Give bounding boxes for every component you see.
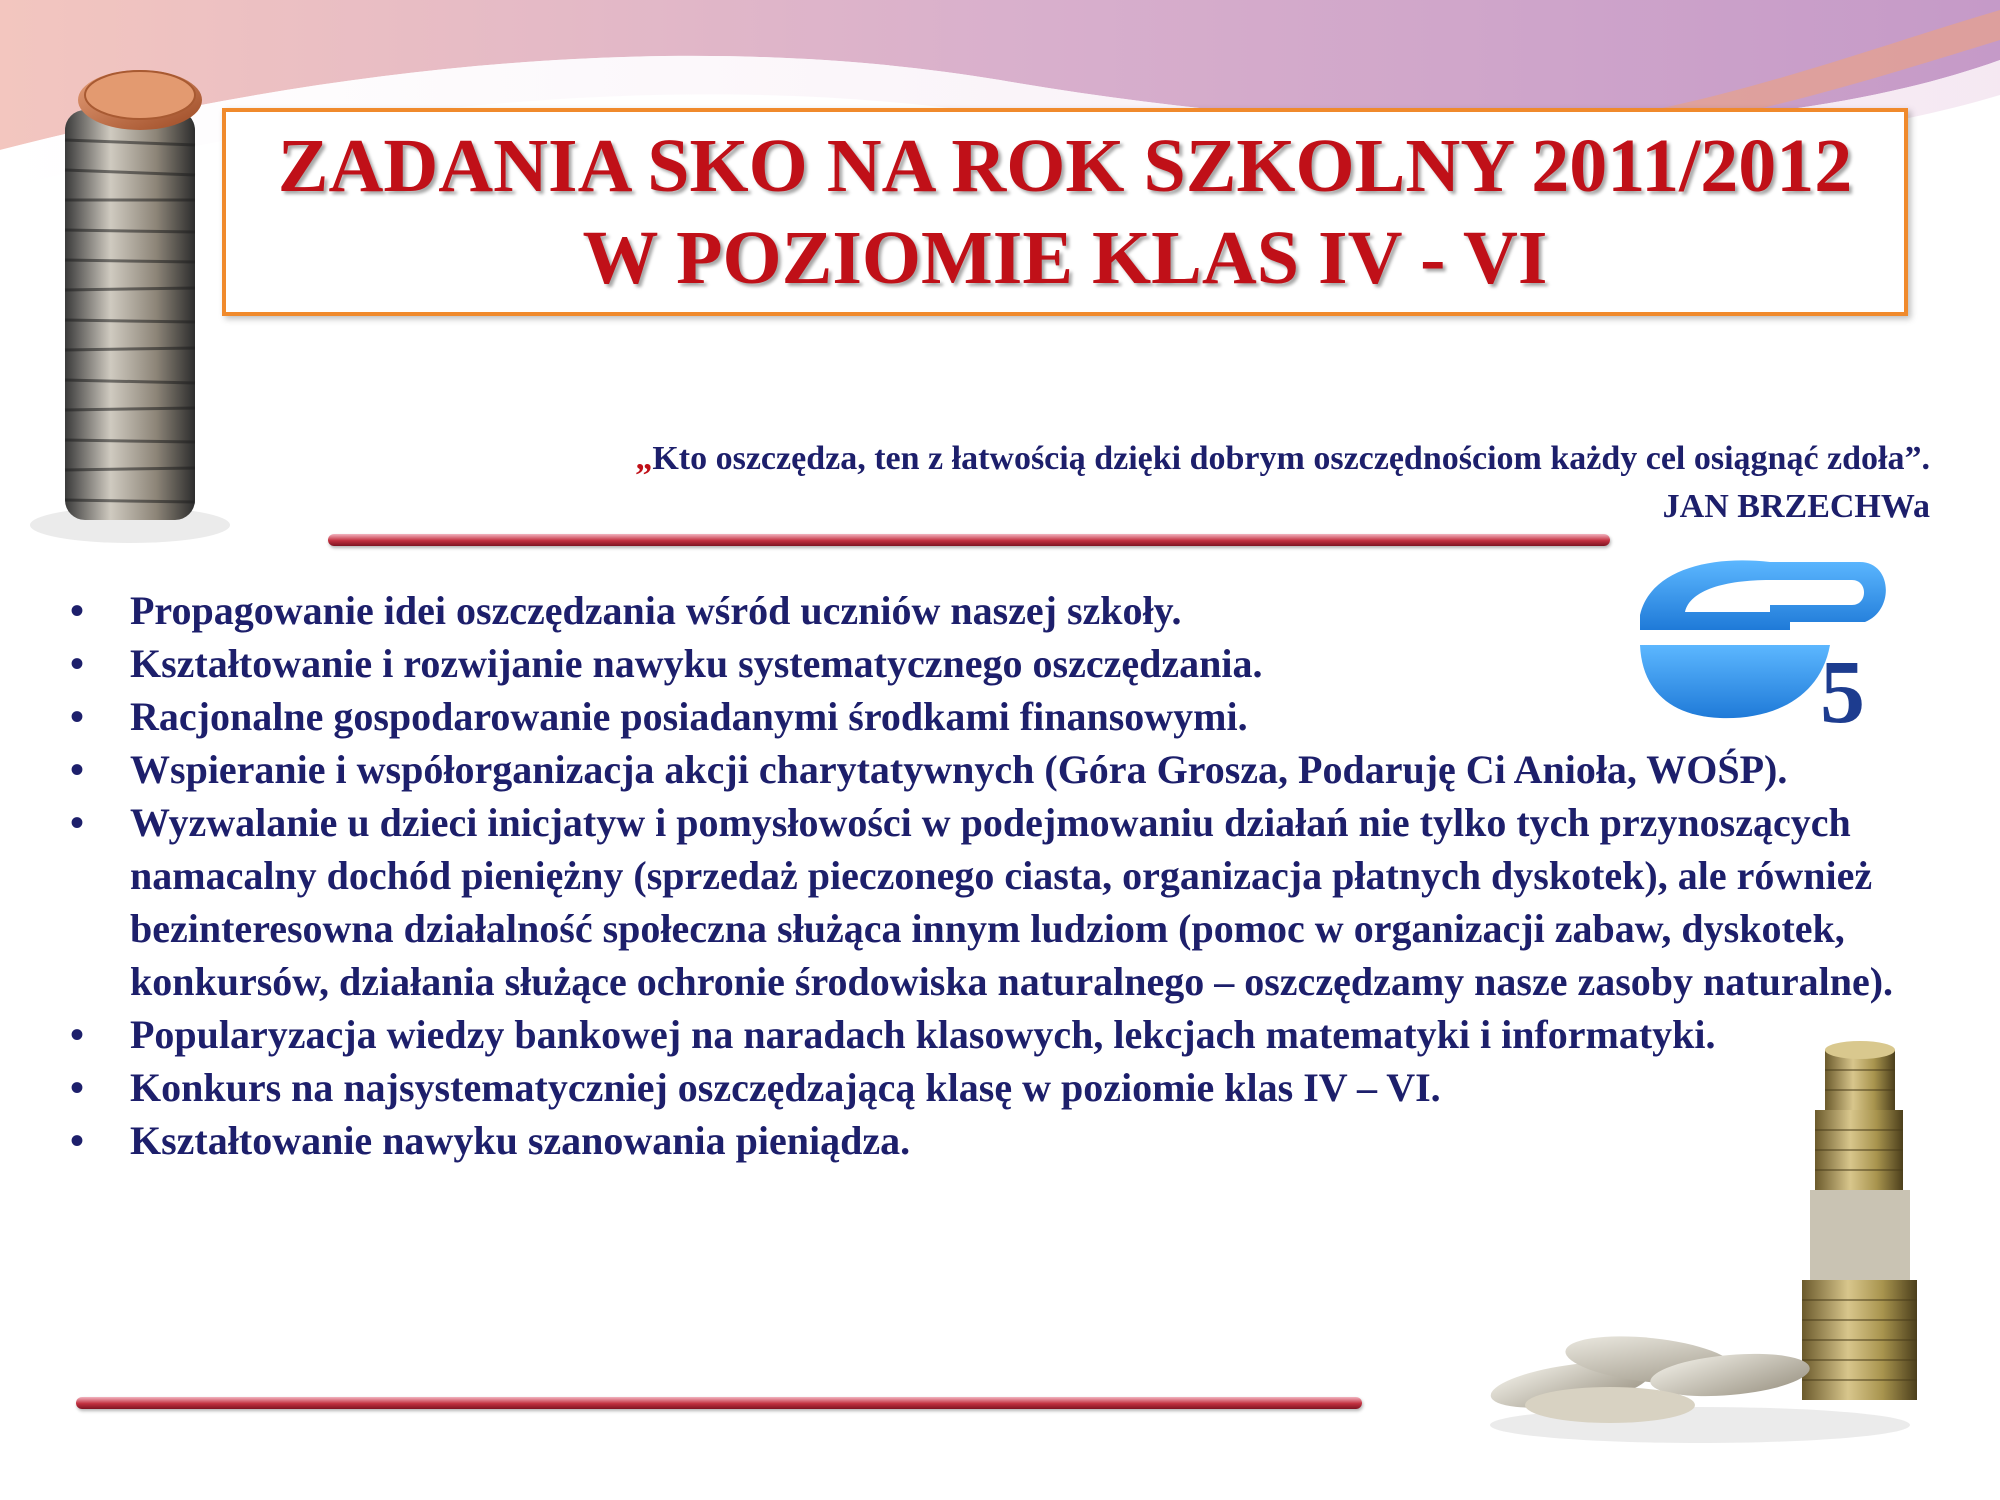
divider-top	[328, 534, 1610, 546]
list-item	[60, 690, 1920, 743]
quote-author: JAN BRZECHWa	[1662, 488, 1930, 525]
quote-text: Kto oszczędza, ten z łatwością dzięki dobrym oszczędnościom każdy cel osiągnąć zdoła”.	[652, 440, 1930, 477]
list-item-text: Konkurs na najsystematyczniej oszczędzającą klasę w poziomie klas IV – VI.	[130, 1065, 1441, 1110]
quote-mark: „	[635, 440, 653, 477]
coin-stack-right-image	[1480, 1030, 1920, 1450]
title-box	[222, 108, 1908, 316]
list-item	[60, 584, 1920, 637]
list-item	[60, 796, 1990, 1008]
list-item	[60, 743, 1850, 796]
bullet-icon: •	[70, 641, 85, 686]
list-item-text: Wyzwalanie u dzieci inicjatyw i pomysłowości w podejmowaniu działań nie tylko tych przynoszących namacalny dochód pieniężny (sprzedaż pieczonego ciasta, organizacja płatnych dyskotek), ale również bezinteresowna działalność społeczna służąca innym ludziom (pomoc w organizacji zabaw, dyskotek, konkursów, działania służące ochronie środowiska naturalnego – oszczędzamy nasze zasoby naturalne).	[130, 800, 1894, 1004]
svg-text:5: 5	[1820, 643, 1865, 730]
bullet-icon: •	[70, 1118, 85, 1163]
list-item-text: Propagowanie idei oszczędzania wśród uczniów naszej szkoły.	[130, 588, 1182, 633]
coin-stack-left-image	[20, 50, 240, 550]
list-item-text: Kształtowanie nawyku szanowania pieniądza.	[130, 1118, 911, 1163]
title-line-2: W POZIOMIE KLAS IV - VI	[582, 216, 1548, 300]
title-line-1: ZADANIA SKO NA ROK SZKOLNY 2011/2012	[277, 124, 1853, 208]
bullet-icon: •	[70, 1012, 85, 1057]
list-item-text: Kształtowanie i rozwijanie nawyku systematycznego oszczędzania.	[130, 641, 1263, 686]
list-item-text: Wspieranie i współorganizacja akcji charytatywnych (Góra Grosza, Podaruję Ci Anioła, WOŚP).	[130, 747, 1788, 792]
list-item-text: Popularyzacja wiedzy bankowej na naradach klasowych, lekcjach matematyki i informatyki.	[130, 1012, 1716, 1057]
divider-bottom	[76, 1397, 1362, 1409]
list-item-text: Racjonalne gospodarowanie posiadanymi środkami finansowymi.	[130, 694, 1248, 739]
quote	[635, 435, 1930, 531]
bullet-icon: •	[70, 1065, 85, 1110]
bullet-icon: •	[70, 747, 85, 792]
bullet-icon: •	[70, 694, 85, 739]
bullet-icon: •	[70, 800, 85, 845]
list-item	[60, 637, 1920, 690]
bullet-icon: •	[70, 588, 85, 633]
